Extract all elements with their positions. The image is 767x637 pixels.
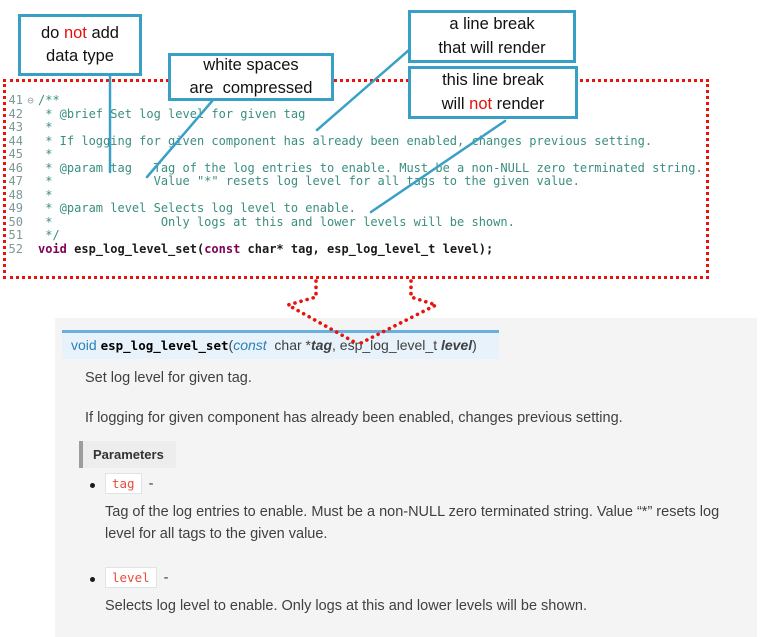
callout-text-line: white spaces [203,55,299,74]
callout-do-not-add-data-type [18,14,142,76]
fold-margin [23,202,38,216]
code-line-text: * [38,187,53,202]
parameter-item [105,475,750,545]
signature-token: const [233,337,267,353]
line-number: 41 [8,93,23,107]
line-number: 49 [8,201,23,215]
signature-token: , esp_log_level_t [332,337,441,353]
fold-margin [23,229,38,243]
code-line [7,175,703,189]
callout-text-line: that will render [438,38,546,57]
fold-margin [23,148,38,162]
signature-token: ) [472,337,477,353]
fold-margin [23,121,38,135]
code-line [7,243,703,257]
code-line [7,216,703,230]
callout-line-break-will-not-render [408,66,578,119]
signature-token: esp_log_level_set [100,338,229,353]
callout-white-spaces-compressed [168,53,334,101]
line-number: 50 [8,214,23,229]
signature-token: ( [228,337,234,353]
param-description: Selects log level to enable. Only logs at this and lower levels will be shown. [105,598,587,614]
code-line [7,202,703,216]
callout-text-line: do not add [41,23,119,42]
code-line [7,229,703,243]
fold-margin [23,162,38,176]
code-line [7,189,703,203]
function-signature-bar [62,330,499,359]
line-number: 44 [8,133,23,148]
parameter-item [105,569,750,618]
fold-margin [23,243,38,257]
code-line [7,121,703,135]
callout-line-break-will-render [408,10,576,63]
fold-margin [23,108,38,122]
code-editor [7,94,703,256]
line-number: 51 [8,228,23,242]
code-line [7,148,703,162]
line-number: 43 [8,120,23,134]
code-line-text: * @param tag Tag of the log entries to enable. Must be a non-NULL zero terminated string. [38,160,703,175]
code-line-text: * [38,120,53,134]
code-line-text: * @brief Set log level for given tag [38,106,306,121]
fold-margin [23,216,38,230]
fold-margin [23,135,38,149]
param-name-chip: tag [105,473,142,494]
signature-token: void [71,337,101,353]
callout-text-line: will not render [441,94,545,113]
fold-margin [23,189,38,203]
param-description: Tag of the log entries to enable. Must be a non-NULL zero terminated string. Value “*” resets log level for all tags to the given value. [105,504,720,542]
code-line-text: */ [38,228,60,242]
line-number: 52 [8,241,23,256]
callout-text-line: are compressed [189,79,313,97]
signature-token: tag [311,337,333,353]
signature-token: level [440,337,473,353]
line-number: 42 [8,106,23,121]
doc-details-paragraph: If logging for given component has already been enabled, changes previous setting. [85,410,623,426]
doc-brief-paragraph: Set log level for given tag. [85,370,252,386]
rendered-doc-panel [55,318,757,637]
code-line [7,94,703,108]
code-line-text: /** [38,93,60,107]
line-number: 46 [8,160,23,175]
callout-text-line: a line break [449,15,535,34]
param-dash: - [163,570,169,586]
code-line-text: * @param level Selects log level to enable. [38,201,356,215]
code-line [7,135,703,149]
code-line [7,162,703,176]
param-name-chip: level [105,567,157,588]
parameters-label: Parameters [79,441,176,468]
line-number: 48 [8,187,23,202]
code-line-text: * [38,147,53,161]
code-line-text: * Only logs at this and lower levels will be shown. [38,214,515,229]
code-line-text: * Value "*" resets log level for all tags to the given value. [38,174,580,188]
code-line [7,108,703,122]
code-line-text: * If logging for given component has already been enabled, changes previous setting. [38,133,653,148]
code-line-text: void esp_log_level_set(const char* tag, esp_log_level_t level); [38,241,494,256]
fold-collapse-icon[interactable]: ⊖ [27,94,34,107]
callout-text-line: data type [46,47,114,65]
fold-margin [23,175,38,189]
signature-token: char * [266,337,312,353]
line-number: 47 [8,174,23,188]
callout-text-line: this line break [442,71,544,90]
line-number: 45 [8,147,23,161]
param-dash: - [148,476,154,492]
